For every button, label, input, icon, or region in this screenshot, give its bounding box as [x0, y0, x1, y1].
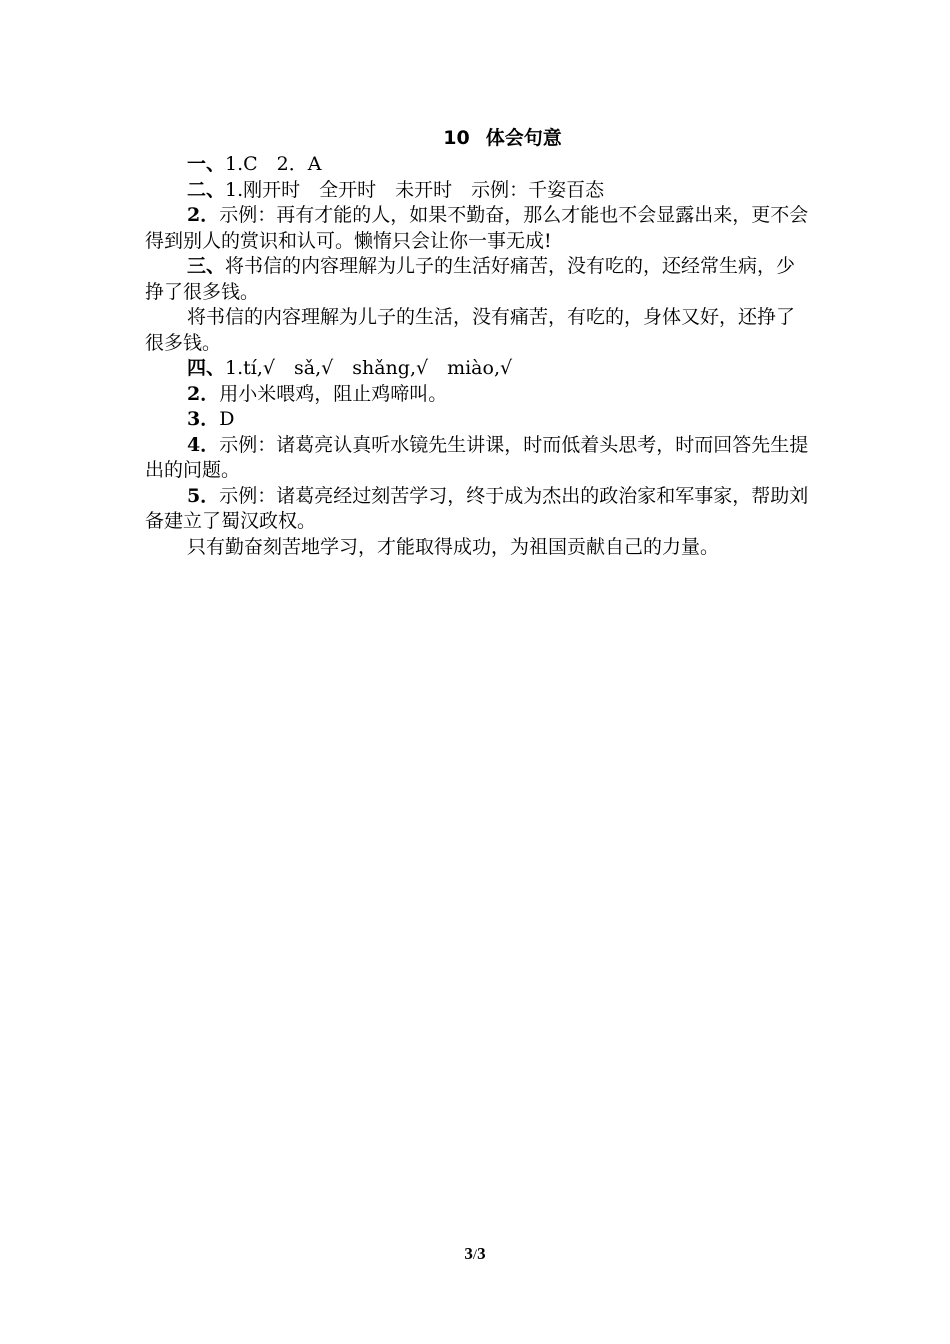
answer-line-11 [145, 535, 810, 561]
page-total: 3 [477, 1244, 486, 1263]
answer-text: 示例：诸葛亮认真听水镜先生讲课，时而低着头思考，时而回答先生提出的问题。 [145, 433, 809, 481]
answer-text: 将书信的内容理解为儿子的生活，没有痛苦，有吃的，身体又好，还挣了很多钱。 [145, 306, 796, 354]
answer-line-9 [145, 433, 810, 484]
answer-label: 二、 [187, 178, 226, 201]
answer-line-4 [145, 254, 810, 305]
answer-line-7 [145, 382, 810, 408]
answer-line-3 [145, 203, 810, 254]
answer-label: 三、 [187, 255, 226, 277]
answer-label: 一、 [187, 153, 226, 175]
page-current: 3 [464, 1244, 473, 1263]
answer-text: 用小米喂鸡，阻止鸡啼叫。 [219, 382, 448, 405]
answer-line-5 [145, 305, 810, 356]
answer-line-2 [145, 178, 810, 204]
answer-text: 将书信的内容理解为儿子的生活好痛苦，没有吃的，还经常生病，少挣了很多钱。 [145, 255, 796, 303]
answer-line-8 [145, 407, 810, 433]
answer-text: 示例：诸葛亮经过刻苦学习，终于成为杰出的政治家和军事家，帮助刘备建立了蜀汉政权。 [145, 484, 809, 532]
answer-text: D [219, 408, 235, 430]
answer-label: 四、 [187, 357, 226, 379]
answer-text: 1.刚开时 全开时 未开时 示例：千姿百态 [225, 178, 605, 201]
answer-label: 3． [187, 408, 220, 430]
answer-line-1 [145, 152, 810, 178]
answer-label: 2． [187, 204, 220, 226]
answer-text: 只有勤奋刻苦地学习，才能取得成功，为祖国贡献自己的力量。 [187, 535, 720, 558]
page-number [0, 1244, 950, 1264]
answer-text: 1.C 2．A [225, 153, 322, 175]
section-title-text: 体会句意 [485, 127, 562, 149]
answer-label: 4． [187, 433, 220, 456]
section-title [145, 124, 810, 152]
answer-line-6 [145, 356, 810, 382]
answer-label: 5． [187, 484, 220, 507]
page-separator: / [472, 1247, 478, 1263]
answer-label: 2． [187, 382, 220, 405]
document-body [145, 124, 810, 560]
section-number: 10 [443, 127, 470, 149]
answer-text: 1.tí,√ sǎ,√ shǎng,√ miào,√ [225, 357, 513, 379]
answer-text: 示例：再有才能的人，如果不勤奋，那么才能也不会显露出来，更不会得到别人的赏识和认可。懒惰只会让你一事无成! [145, 204, 809, 252]
answer-line-10 [145, 484, 810, 535]
